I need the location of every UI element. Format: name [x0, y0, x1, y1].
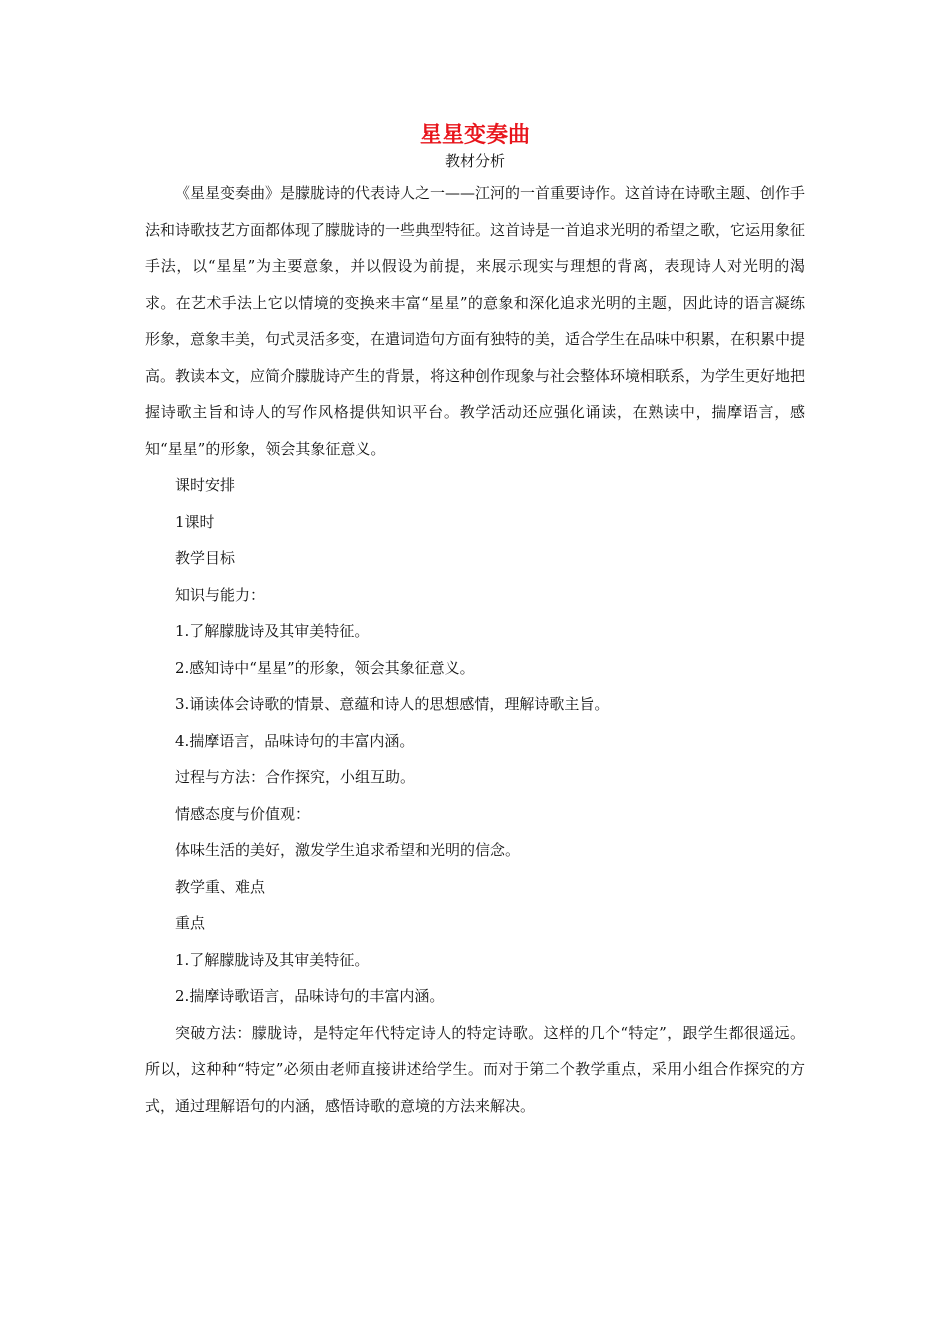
- goals-heading: 教学目标: [175, 549, 236, 567]
- intro-paragraph: 《星星变奏曲》是朦胧诗的代表诗人之一——江河的一首重要诗作。这首诗在诗歌主题、创作手法和诗歌技艺方面都体现了朦胧诗的一些典型特征。这首诗是一首追求光明的希望之歌，它运用象征手法，以“星星”为主要意象，并以假设为前提，来展示现实与理想的背离，表现诗人对光明的渴求。在艺术手法上它以情境的变换来丰富“星星”的意象和深化追求光明的主题，因此诗的语言凝练形象，意象丰美，句式灵活多变，在遣词造句方面有独特的美，适合学生在品味中积累，在积累中提高。教读本文，应简介朦胧诗产生的背景，将这种创作现象与社会整体环境相联系，为学生更好地把握诗歌主旨和诗人的写作风格提供知识平台。教学活动还应强化诵读，在熟读中，揣摩语言，感知“星星”的形象，领会其象征意义。: [145, 184, 806, 458]
- knowledge-heading: 知识与能力：: [175, 585, 266, 604]
- knowledge-item: 4.揣摩语言，品味诗句的丰富内涵。: [175, 731, 415, 750]
- schedule-value: 1课时: [175, 512, 215, 531]
- emotion-heading: 情感态度与价值观：: [175, 804, 311, 823]
- focus-item: 1.了解朦胧诗及其审美特征。: [175, 950, 370, 969]
- document-body: [145, 175, 805, 1124]
- section-heading-textbook-analysis: 教材分析: [444, 152, 505, 170]
- focus-heading: 重点: [175, 914, 206, 932]
- schedule-heading: 课时安排: [175, 476, 236, 494]
- knowledge-item: 3.诵读体会诗歌的情景、意蕴和诗人的思想感情，理解诗歌主旨。: [175, 695, 610, 713]
- focus-item: 2.揣摩诗歌语言，品味诗句的丰富内涵。: [175, 987, 445, 1005]
- knowledge-item: 1.了解朦胧诗及其审美特征。: [175, 622, 370, 640]
- method-paragraph: 突破方法：朦胧诗，是特定年代特定诗人的特定诗歌。这样的几个“特定”，跟学生都很遥远。所以，这种种“特定”必须由老师直接讲述给学生。而对于第二个教学重点，采用小组合作探究的方式，通过理解语句的内涵，感悟诗歌的意境的方法来解决。: [145, 1023, 805, 1115]
- knowledge-item: 2.感知诗中“星星”的形象，领会其象征意义。: [175, 658, 475, 677]
- document-title: 星星变奏曲: [419, 123, 530, 148]
- process-line: 过程与方法：合作探究，小组互助。: [175, 768, 416, 786]
- keypoints-heading: 教学重、难点: [175, 877, 266, 896]
- emotion-line: 体味生活的美好，激发学生追求希望和光明的信念。: [175, 841, 521, 859]
